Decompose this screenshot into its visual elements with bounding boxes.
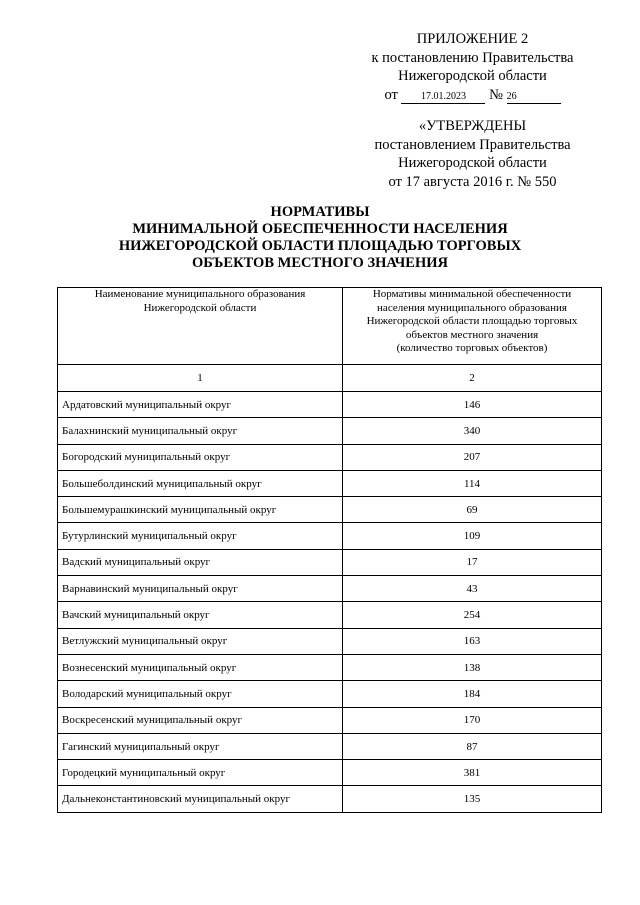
- document-title: [40, 204, 600, 272]
- appendix-line-1: к постановлению Правительства: [371, 49, 574, 66]
- municipality-name: Вадский муниципальный округ: [58, 549, 343, 575]
- table-row: [58, 628, 602, 654]
- approved-line-2: постановлением Правительства: [374, 136, 571, 153]
- approved-line-3: Нижегородской области: [398, 155, 547, 171]
- number-prefix: №: [489, 86, 503, 103]
- norm-value: 114: [343, 470, 602, 496]
- municipality-name: Большемурашкинский муниципальный округ: [58, 497, 343, 523]
- table-row: [58, 523, 602, 549]
- municipality-name: Городецкий муниципальный округ: [58, 760, 343, 786]
- header-norms-line-5: (количество торговых объектов): [396, 342, 548, 354]
- norm-value: 43: [343, 576, 602, 602]
- municipality-name: Вачский муниципальный округ: [58, 602, 343, 628]
- municipality-name: Воскресенский муниципальный округ: [58, 707, 343, 733]
- appendix-line-2: Нижегородской области: [398, 68, 547, 84]
- approved-line-4: от 17 августа 2016 г. № 550: [388, 173, 557, 190]
- header-municipality-line-1: Наименование муниципального образования: [94, 288, 306, 300]
- municipality-name: Бутурлинский муниципальный округ: [58, 523, 343, 549]
- date-prefix: от: [384, 86, 398, 103]
- header-municipality-line-2: Нижегородской области: [143, 301, 257, 314]
- municipality-name: Ветлужский муниципальный округ: [58, 628, 343, 654]
- table-row: [58, 786, 602, 812]
- table-row: [58, 760, 602, 786]
- municipality-name: Большеболдинский муниципальный округ: [58, 470, 343, 496]
- norm-value: 138: [343, 654, 602, 680]
- table-row: [58, 470, 602, 496]
- number-field: 26: [507, 91, 561, 104]
- norm-value: 87: [343, 733, 602, 759]
- approved-block: [340, 117, 605, 191]
- appendix-date-line: [340, 86, 605, 105]
- header-norms-line-1: Нормативы минимальной обеспеченности: [372, 288, 572, 300]
- municipality-name: Балахнинский муниципальный округ: [58, 418, 343, 444]
- table-header-row: [58, 288, 602, 365]
- approved-line-1: «УТВЕРЖДЕНЫ: [418, 118, 527, 134]
- table-row: [58, 418, 602, 444]
- norms-table: [57, 287, 602, 813]
- norm-value: 184: [343, 681, 602, 707]
- table-row: [58, 497, 602, 523]
- header-norms: [343, 288, 602, 365]
- norm-value: 381: [343, 760, 602, 786]
- municipality-name: Вознесенский муниципальный округ: [58, 654, 343, 680]
- column-numbers-row: [58, 365, 602, 392]
- table-row: [58, 681, 602, 707]
- norm-value: 170: [343, 707, 602, 733]
- municipality-name: Богородский муниципальный округ: [58, 444, 343, 470]
- title-line-3: НИЖЕГОРОДСКОЙ ОБЛАСТИ ПЛОЩАДЬЮ ТОРГОВЫХ: [118, 238, 522, 254]
- norm-value: 69: [343, 497, 602, 523]
- table-row: [58, 549, 602, 575]
- table-row: [58, 444, 602, 470]
- municipality-name: Володарский муниципальный округ: [58, 681, 343, 707]
- title-line-2: МИНИМАЛЬНОЙ ОБЕСПЕЧЕННОСТИ НАСЕЛЕНИЯ: [132, 221, 508, 237]
- municipality-name: Ардатовский муниципальный округ: [58, 392, 343, 418]
- header-norms-line-2: населения муниципального образования: [377, 301, 567, 314]
- norm-value: 254: [343, 602, 602, 628]
- norm-value: 163: [343, 628, 602, 654]
- table-row: [58, 733, 602, 759]
- column-number-1: 1: [58, 365, 343, 392]
- table-row: [58, 654, 602, 680]
- table-row: [58, 576, 602, 602]
- title-line-1: НОРМАТИВЫ: [270, 204, 370, 220]
- norm-value: 146: [343, 392, 602, 418]
- norm-value: 135: [343, 786, 602, 812]
- header-norms-line-3: Нижегородской области площадью торговых: [366, 315, 578, 327]
- municipality-name: Варнавинский муниципальный округ: [58, 576, 343, 602]
- municipality-name: Гагинский муниципальный округ: [58, 733, 343, 759]
- title-line-4: ОБЪЕКТОВ МЕСТНОГО ЗНАЧЕНИЯ: [191, 255, 448, 271]
- norm-value: 17: [343, 549, 602, 575]
- municipality-name: Дальнеконстантиновский муниципальный округ: [58, 786, 343, 812]
- header-norms-line-4: объектов местного значения: [405, 328, 539, 341]
- table-row: [58, 602, 602, 628]
- norm-value: 340: [343, 418, 602, 444]
- table-row: [58, 392, 602, 418]
- column-number-2: 2: [343, 365, 602, 392]
- date-field: 17.01.2023: [401, 91, 485, 104]
- norm-value: 207: [343, 444, 602, 470]
- table-row: [58, 707, 602, 733]
- norm-value: 109: [343, 523, 602, 549]
- appendix-block: [340, 30, 605, 104]
- header-municipality: [58, 288, 343, 365]
- appendix-title: ПРИЛОЖЕНИЕ 2: [416, 31, 529, 47]
